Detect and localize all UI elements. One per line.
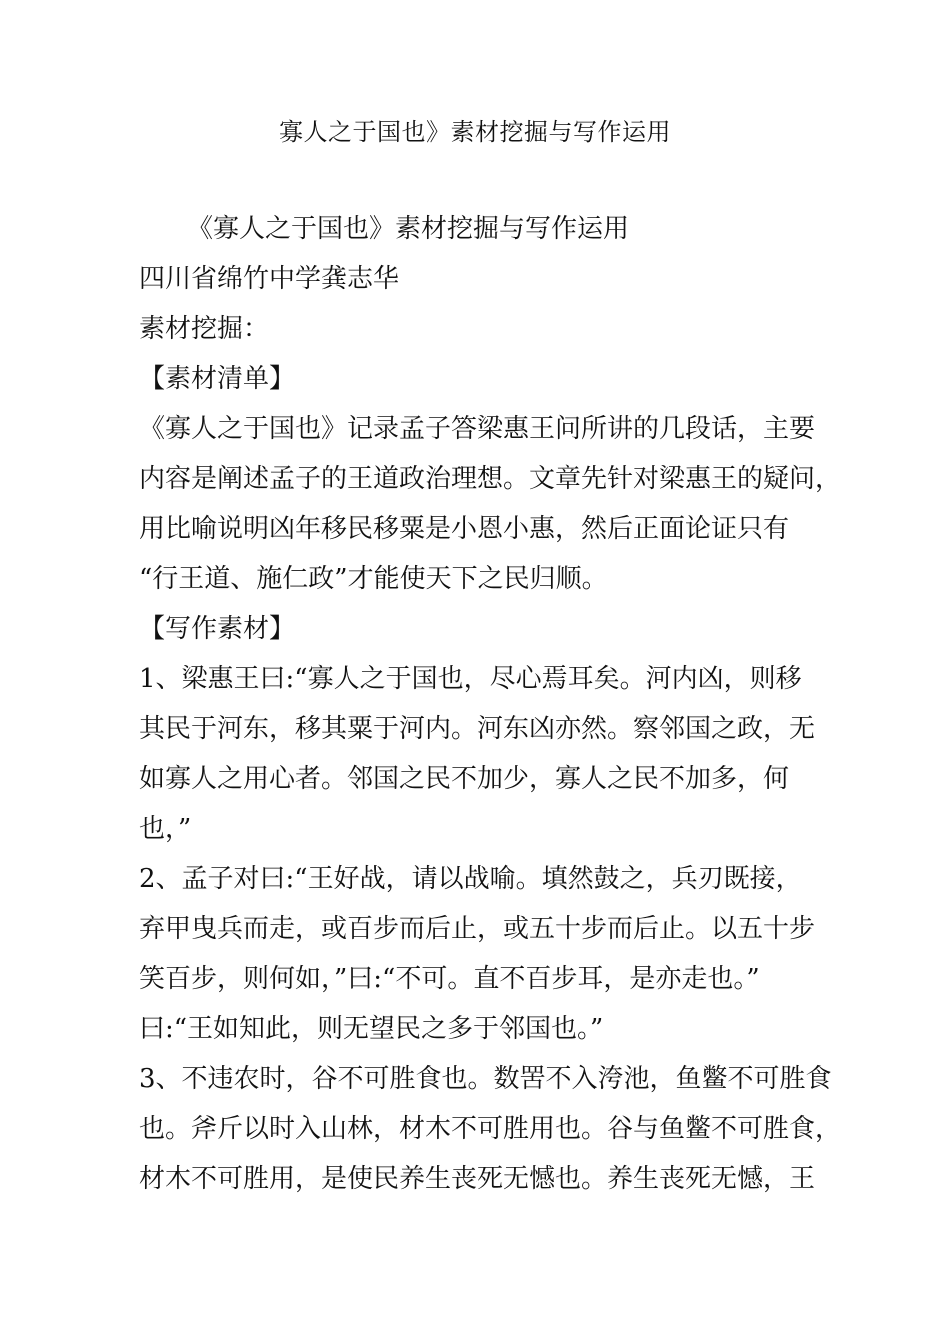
writing-material-item-2 (139, 854, 839, 1054)
item-line: 曰:“王如知此，则无望民之多于邻国也。” (139, 1014, 604, 1044)
section-label: 素材挖掘： (139, 314, 270, 344)
writing-material-heading: 【写作素材】 (139, 614, 296, 644)
material-list-line: “行王道、施仁政”才能使天下之民归顺。 (139, 564, 608, 594)
author-line: 四川省绵竹中学龚志华 (139, 264, 400, 294)
document-body (139, 204, 842, 1204)
item-line: 如寡人之用心者。邻国之民不加少，寡人之民不加多，何 (139, 764, 790, 794)
item-line: 也，” (139, 814, 192, 844)
writing-material-item-3 (139, 1054, 842, 1204)
item-line: 弃甲曳兵而走，或百步而后止，或五十步而后止。以五十步 (139, 914, 816, 944)
item-line: 笑百步，则何如，”曰:“不可。直不百步耳，是亦走也。” (139, 964, 760, 994)
item-line: 其民于河东，移其粟于河内。河东凶亦然。察邻国之政，无 (139, 714, 816, 744)
item-line: 2、孟子对曰:“王好战，请以战喻。填然鼓之，兵刃既接， (139, 864, 802, 894)
item-line: 3、不违农时，谷不可胜食也。数罟不入洿池，鱼鳖不可胜食 (139, 1064, 832, 1094)
material-list-heading: 【素材清单】 (139, 364, 296, 394)
material-list-line: 《寡人之于国也》记录孟子答梁惠王问所讲的几段话，主要 (139, 414, 816, 444)
material-list-line: 用比喻说明凶年移民移粟是小恩小惠，然后正面论证只有 (139, 514, 790, 544)
item-line: 也。斧斤以时入山林，材木不可胜用也。谷与鱼鳖不可胜食， (139, 1114, 842, 1144)
subtitle: 《寡人之于国也》素材挖掘与写作运用 (187, 214, 630, 244)
material-list-line: 内容是阐述孟子的王道政治理想。文章先针对梁惠王的疑问， (139, 464, 842, 494)
item-line: 1、梁惠王曰:“寡人之于国也，尽心焉耳矣。河内凶，则移 (139, 664, 802, 694)
writing-material-item-1 (139, 654, 839, 854)
item-line: 材木不可胜用，是使民养生丧死无憾也。养生丧死无憾，王 (139, 1164, 816, 1194)
page-title: 寡人之于国也》素材挖掘与写作运用 (279, 118, 671, 146)
